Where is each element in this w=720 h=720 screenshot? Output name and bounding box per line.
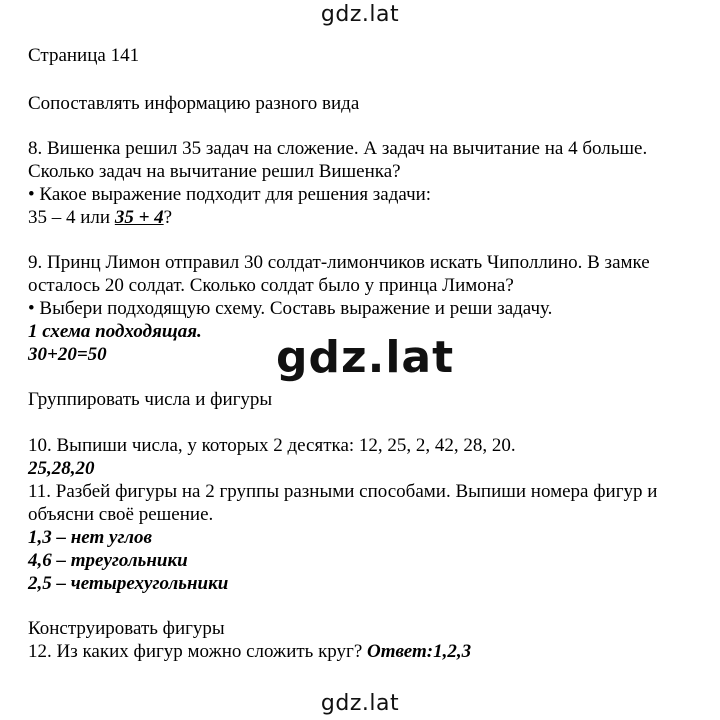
- task12-question: 12. Из каких фигур можно сложить круг?: [28, 641, 368, 662]
- section-heading-construct: Конструировать фигуры: [28, 618, 225, 639]
- task9-line2: осталось 20 солдат. Сколько солдат было у принца Лимона?: [28, 275, 514, 296]
- task11-answer1: 1,3 – нет углов: [28, 527, 152, 548]
- task11-line1: 11. Разбей фигуры на 2 группы разными способами. Выпиши номера фигур и: [28, 481, 658, 502]
- task9-line3: • Выбери подходящую схему. Составь выражение и реши задачу.: [28, 298, 553, 319]
- task12-answer: Ответ:1,2,3: [367, 641, 472, 662]
- task8-line3: • Какое выражение подходит для решения задачи:: [28, 184, 432, 205]
- task12-line: [28, 640, 471, 663]
- task8-line1: 8. Вишенка решил 35 задач на сложение. А задач на вычитание на 4 больше.: [28, 138, 648, 159]
- task11-answer3: 2,5 – четырехугольники: [28, 573, 229, 594]
- section-heading-group: Группировать числа и фигуры: [28, 389, 273, 410]
- watermark-top: gdz.lat: [320, 2, 400, 27]
- task10-line1: 10. Выпиши числа, у которых 2 десятка: 12, 25, 2, 42, 28, 20.: [28, 435, 516, 456]
- task8-line4: [28, 206, 172, 229]
- task8-answer: 35 + 4: [114, 207, 164, 228]
- page-label: Страница 141: [28, 45, 140, 66]
- task8-line2: Сколько задач на вычитание решил Вишенка?: [28, 161, 401, 182]
- task9-line1: 9. Принц Лимон отправил 30 солдат-лимончиков искать Чиполлино. В замке: [28, 252, 650, 273]
- task9-answer1: 1 схема подходящая.: [28, 321, 202, 342]
- watermark-bottom: gdz.lat: [320, 691, 400, 716]
- task10-answer: 25,28,20: [28, 458, 95, 479]
- task9-answer2: 30+20=50: [28, 344, 107, 365]
- task11-line2: объясни своё решение.: [28, 504, 214, 525]
- task11-answer2: 4,6 – треугольники: [28, 550, 188, 571]
- watermark-middle: gdz.lat: [276, 332, 455, 383]
- section-heading-compare: Сопоставлять информацию разного вида: [28, 93, 360, 114]
- task8-line4-suffix: ?: [163, 207, 173, 228]
- task8-line4-prefix: 35 – 4 или: [28, 207, 115, 228]
